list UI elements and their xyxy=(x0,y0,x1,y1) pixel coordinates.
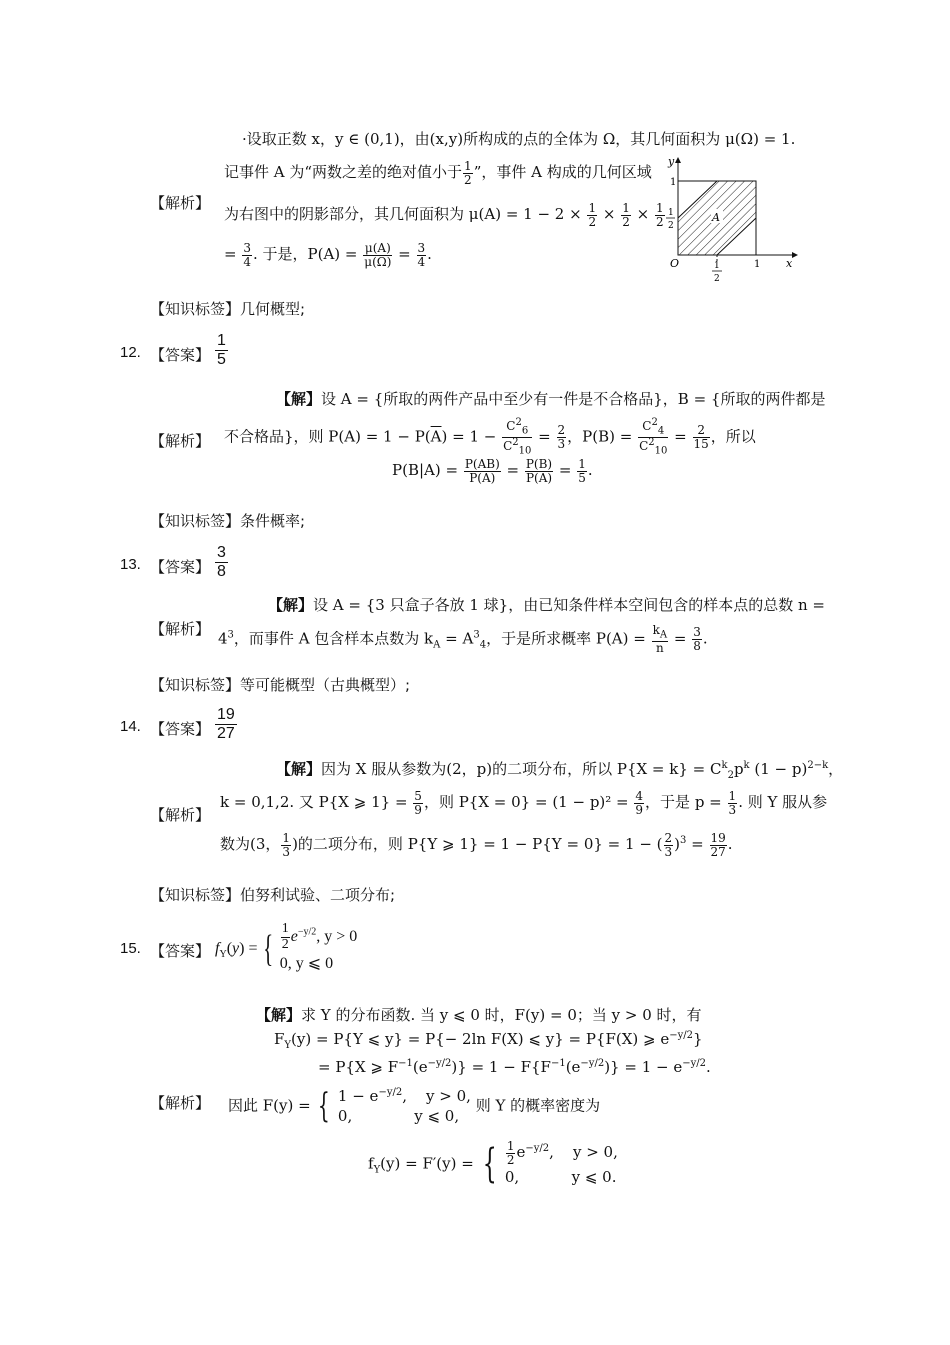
q15-jiexi-label: 【解析】 xyxy=(150,1094,211,1112)
q12-line2: 不合格品}，则 $P(A) = 1 - P(\overline{A}) = 1$ − $\frac{C^2_6}{C^2_{10}}$ = $\frac{2}{3}$ ，P(B) = $\frac{C^2_4}{C^2_{10}}$ = $\frac{2}{15}$ ，所以 xyxy=(224,417,756,457)
q14-answer: 19 27 xyxy=(217,706,235,742)
q13-jiexi-label: 【解析】 xyxy=(150,620,211,638)
svg-text:O: O xyxy=(670,257,680,270)
q12-line1: 【解】设 A = {所取的两件产品中至少有一件是不合格品}，B = {所取的两件都是 xyxy=(276,390,826,408)
q14-tag: 【知识标签】伯努利试验、二项分布; xyxy=(150,886,396,904)
q11-line2: 记事件 A 为“两数之差的绝对值小于 $\frac{1}{2}$ ”，事件 A 构成的几何区域 xyxy=(224,159,652,187)
svg-text:2: 2 xyxy=(668,221,674,231)
q12-number: 12. xyxy=(120,344,141,361)
q11-line4: = $\frac{3}{4}$ . 于是，P(A) = $\frac{\mu(A)}{\mu(\Omega)}$ = $\frac{3}{4}$ . xyxy=(224,241,432,269)
q14-line2: k = 0,1,2. 又 P{X ⩾ 1} = $\frac{5}{9}$ ，则 P{X = 0} = (1 − p)² = $\frac{4}{9}$ ，于是 p = $\frac{1}{3}$ . 则 Y 服从参 xyxy=(220,789,828,817)
q15-answer: $f_Y(y)$ = { $\frac{1}{2}$ $e^{-y/2}$, y > 0 0, y ⩽ 0 xyxy=(215,921,358,973)
q13-number: 13. xyxy=(120,556,141,573)
q12-line3: P(B|A) = $\frac{P(AB)}{P(A)}$ = $\frac{P(B)}{P(A)}$ = $\frac{1}{5}$ . xyxy=(392,457,593,485)
svg-text:2: 2 xyxy=(714,274,720,284)
q12-answer: 1 5 xyxy=(217,332,226,368)
q15-number: 15. xyxy=(120,940,141,957)
q14-line1: 【解】因为 X 服从参数为(2，p)的二项分布，所以 $P\{X = k\} = C^k_2p^k$ $(1 - p)^{2-k}$， xyxy=(276,760,844,781)
q15-line2: $F_Y(y) = P\{Y$ ⩽ y} = P{− 2ln F(X) ⩽ y} = P{F(X) ⩾ $e^{-y/2}$} xyxy=(274,1030,703,1051)
svg-text:1: 1 xyxy=(714,261,720,271)
q14-jiexi-label: 【解析】 xyxy=(150,806,211,824)
q13-answer-label: 【答案】 xyxy=(150,558,211,576)
q15-line1: 【解】求 Y 的分布函数. 当 y ⩽ 0 时，F(y) = 0；当 y > 0 时，有 xyxy=(256,1006,702,1024)
q11-jiexi-label: 【解析】 xyxy=(150,194,211,212)
fig-region-label: A xyxy=(712,211,720,224)
q11-tag: 【知识标签】几何概型; xyxy=(150,300,306,318)
q13-line1: 【解】设 A = {3 只盒子各放 1 球}，由已知条件样本空间包含的样本点的总数 n = xyxy=(268,596,825,614)
q12-tag: 【知识标签】条件概率; xyxy=(150,512,306,530)
q15-line5: $f_Y(y) = F'(y)$ = { $\frac{1}{2}$ $e^{-y/2}$, y > 0, 0, y ⩽ 0. xyxy=(368,1139,618,1188)
q15-answer-label: 【答案】 xyxy=(150,942,211,960)
svg-text:y: y xyxy=(668,155,675,168)
q12-jiexi-label: 【解析】 xyxy=(150,432,211,450)
q11-line1: ·设取正数 x，y ∈ (0,1)，由(x,y)所构成的点的全体为 Ω，其几何面积为 μ(Ω) = 1. xyxy=(242,130,796,148)
q14-answer-label: 【答案】 xyxy=(150,720,211,738)
svg-text:1: 1 xyxy=(668,208,674,218)
svg-text:x: x xyxy=(786,257,793,270)
q15-line3: = P{X ⩾ $F^{-1}(e^{-y/2})\} = 1 - F\{F^{-1}(e^{-y/2})\} = 1 - e^{-y/2}$. xyxy=(318,1058,711,1076)
q11-region-diagram xyxy=(660,155,800,285)
q13-tag: 【知识标签】等可能概型（古典概型）; xyxy=(150,676,411,694)
q14-number: 14. xyxy=(120,718,141,735)
q12-answer-label: 【答案】 xyxy=(150,346,211,364)
q13-answer: 3 8 xyxy=(217,544,226,580)
q11-line3: 为右图中的阴影部分，其几何面积为 μ(A) = 1 − 2 × $\frac{1}{2}$ × $\frac{1}{2}$ × $\frac{1}{2}$ xyxy=(224,201,664,229)
svg-text:1: 1 xyxy=(670,177,677,188)
q14-line3: 数为(3， $\frac{1}{3}$ )的二项分布，则 P{Y ⩾ 1} = 1 − P{Y = 0} = 1 − ( $\frac{2}{3}$ )$^3$ = $\frac{19}{27}$ . xyxy=(220,831,733,859)
q13-line2: $4^3$，而事件 A 包含样本点数为 $k_A = A^3_4$，于是所求概率 P(A) = $\frac{k_A}{n}$ = $\frac{3}{8}$ . xyxy=(218,623,708,655)
q15-line4: 因此 F(y) = { $1 - e^{-y/2}$, y > 0, 0, y ⩽ 0, 则 Y 的概率密度为 xyxy=(228,1086,601,1127)
svg-text:1: 1 xyxy=(754,259,761,270)
